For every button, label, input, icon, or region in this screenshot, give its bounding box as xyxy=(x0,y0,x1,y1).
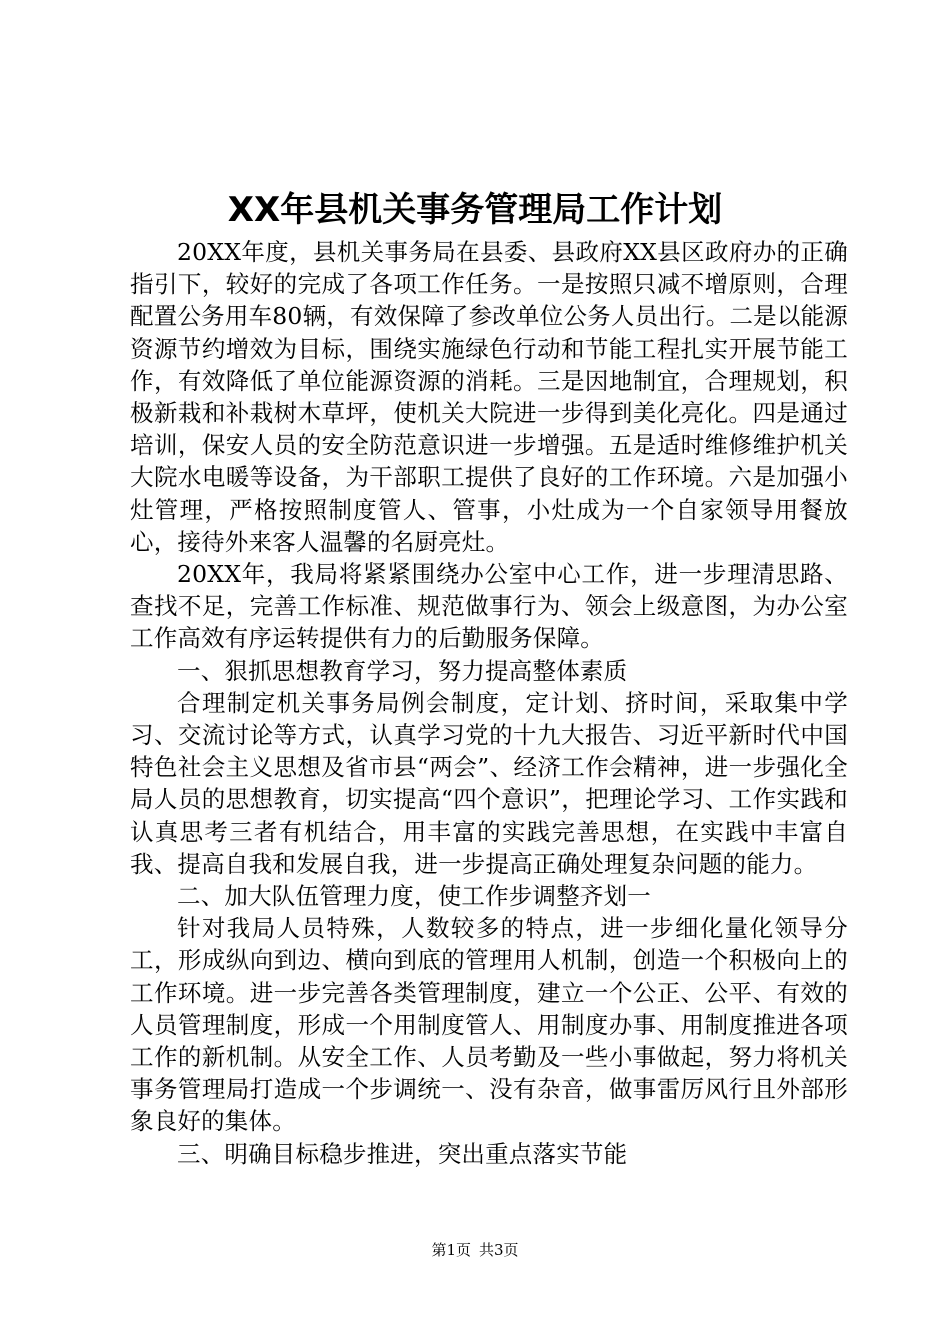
paragraph-plan-intro: 20XX年，我局将紧紧围绕办公室中心工作，进一步理清思路、查找不足，完善工作标准、规范做事行为、领会上级意图，为办公室工作高效有序运转提供有力的后勤服务保障。 xyxy=(130,560,848,653)
page-total: 共3页 xyxy=(479,1241,519,1259)
section-heading-3: 三、明确目标稳步推进，突出重点落实节能 xyxy=(177,1139,628,1168)
page-footer xyxy=(0,1240,950,1260)
paragraph-section-1: 合理制定机关事务局例会制度，定计划、挤时间，采取集中学习、交流讨论等方式，认真学习党的十九大报告、习近平新时代中国特色社会主义思想及省市县“两会”、经济工作会精神，进一步强化全局人员的思想教育，切实提高“四个意识”，把理论学习、工作实践和认真思考三者有机结合，用丰富的实践完善思想，在实践中丰富自我、提高自我和发展自我，进一步提高正确处理复杂问题的能力。 xyxy=(130,688,848,878)
paragraph-summary: 20XX年度，县机关事务局在县委、县政府XX县区政府办的正确指引下，较好的完成了各项工作任务。一是按照只减不增原则，合理配置公务用车80辆，有效保障了参改单位公务人员出行。二是以能源资源节约增效为目标，围绕实施绿色行动和节能工程扎实开展节能工作，有效降低了单位能源资源的消耗。三是因地制宜，合理规划，积极新栽和补栽树木草坪，使机关大院进一步得到美化亮化。四是通过培训，保安人员的安全防范意识进一步增强。五是适时维修维护机关大院水电暖等设备，为干部职工提供了良好的工作环境。六是加强小灶管理，严格按照制度管人、管事，小灶成为一个自家领导用餐放心，接待外来客人温馨的名厨亮灶。 xyxy=(130,238,848,556)
paragraph-section-2: 针对我局人员特殊，人数较多的特点，进一步细化量化领导分工，形成纵向到边、横向到底的管理用人机制，创造一个积极向上的工作环境。进一步完善各类管理制度，建立一个公正、公平、有效的人员管理制度，形成一个用制度管人、用制度办事、用制度推进各项工作的新机制。从安全工作、人员考勤及一些小事做起，努力将机关事务管理局打造成一个步调统一、没有杂音，做事雷厉风行且外部形象良好的集体。 xyxy=(130,914,848,1136)
document-body xyxy=(130,236,848,1170)
page-number: 第1页 xyxy=(431,1241,471,1259)
section-heading-2: 二、加大队伍管理力度，使工作步调整齐划一 xyxy=(177,882,651,911)
section-heading-1: 一、狠抓思想教育学习，努力提高整体素质 xyxy=(177,656,628,685)
document-title: XX年县机关事务管理局工作计划 xyxy=(227,190,723,230)
